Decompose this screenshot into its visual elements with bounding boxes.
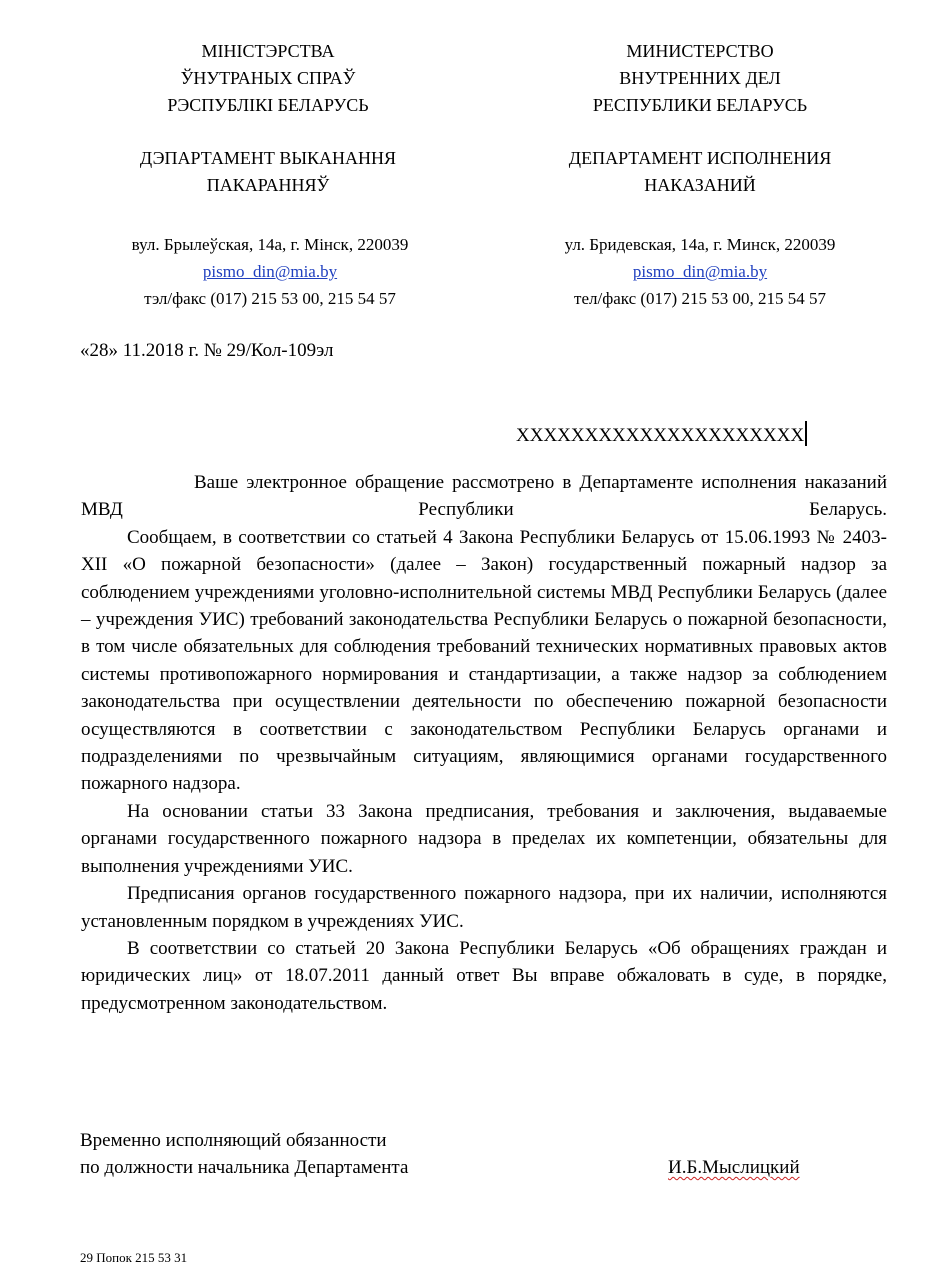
left-ministry-block <box>118 38 418 119</box>
left-ministry-line-2: ЎНУТРАНЫХ СПРАЎ <box>180 68 356 88</box>
body-paragraph-2: Сообщаем, в соответствии со статьей 4 Закона Республики Беларусь от 15.06.1993 № 2403-XII «О пожарной безопасности» (далее – Закон) государственный пожарный надзор за соблюдением учреждениями уголовно-исполнительной системы МВД Республики Беларусь (далее – учреждения УИС) требований законодательства Республики Беларусь о пожарной безопасности, в том числе обязательных для соблюдения требований технических нормативных правовых актов системы противопожарного нормирования и стандартизации, а также надзор за соблюдением законодательства при осуществлении деятельности по обеспечению пожарной безопасности осуществляются в соответствии с законодательством Республики Беларусь органами и подразделениями по чрезвычайным ситуациям, являющимися органами государственного пожарного надзора. <box>81 526 887 795</box>
right-department-line-1: ДЕПАРТАМЕНТ ИСПОЛНЕНИЯ <box>568 148 832 168</box>
body-paragraph-4: Предписания органов государственного пожарного надзора, при их наличии, исполняются установленным порядком в учреждениях УИС. <box>81 883 887 932</box>
left-address: вул. Брылеўская, 14а, г. Мінск, 220039 <box>131 235 409 254</box>
right-department-line-2: НАКАЗАНИЙ <box>644 175 756 195</box>
recipient-name: XXXXXXXXXXXXXXXXXXXXX <box>516 425 805 446</box>
left-department-block <box>98 145 438 199</box>
left-email-link[interactable]: pismo_din@mia.by <box>202 262 338 281</box>
right-ministry-line-3: РЕСПУБЛИКИ БЕЛАРУСЬ <box>592 95 808 115</box>
left-department-line-1: ДЭПАРТАМЕНТ ВЫКАНАННЯ <box>139 148 397 168</box>
right-ministry-block <box>550 38 850 119</box>
signature-name <box>668 1154 800 1181</box>
left-address-block <box>70 231 470 312</box>
right-address: ул. Бридевская, 14а, г. Минск, 220039 <box>564 235 836 254</box>
body-paragraph-1: Ваше электронное обращение рассмотрено в Департаменте исполнения наказаний МВД Республики Беларусь. <box>81 472 887 521</box>
left-ministry-line-3: РЭСПУБЛІКІ БЕЛАРУСЬ <box>167 95 369 115</box>
letter-body <box>81 469 887 1017</box>
right-ministry-line-1: МИНИСТЕРСТВО <box>626 41 774 61</box>
right-email-link[interactable]: pismo_din@mia.by <box>632 262 768 281</box>
right-ministry-line-2: ВНУТРЕННИХ ДЕЛ <box>619 68 781 88</box>
signature-title-line-1: Временно исполняющий обязанности <box>80 1130 387 1151</box>
signature-name-text: И.Б.Мыслицкий <box>668 1157 800 1178</box>
body-paragraph-3: На основании статьи 33 Закона предписания, требования и заключения, выдаваемые органами государственного пожарного надзора в пределах их компетенции, обязательны для выполнения учреждениями УИС. <box>81 800 887 877</box>
right-department-block <box>530 145 870 199</box>
left-department-line-2: ПАКАРАННЯЎ <box>206 175 330 195</box>
signature-title-line-2: по должности начальника Департамента <box>80 1157 409 1178</box>
footer-executor: 29 Попок 215 53 31 <box>80 1250 188 1265</box>
text-cursor <box>805 421 807 446</box>
reference-number: «28» 11.2018 г. № 29/Кол-109эл <box>80 340 334 361</box>
body-paragraph-5: В соответствии со статьей 20 Закона Республики Беларусь «Об обращениях граждан и юридических лиц» от 18.07.2011 данный ответ Вы вправе обжаловать в суде, в порядке, предусмотренном законодательством. <box>81 937 887 1014</box>
left-phone: тэл/факс (017) 215 53 00, 215 54 57 <box>144 289 396 308</box>
right-phone: тел/факс (017) 215 53 00, 215 54 57 <box>574 289 826 308</box>
recipient-block <box>516 421 807 447</box>
right-address-block <box>498 231 902 312</box>
left-ministry-line-1: МІНІСТЭРСТВА <box>201 41 335 61</box>
